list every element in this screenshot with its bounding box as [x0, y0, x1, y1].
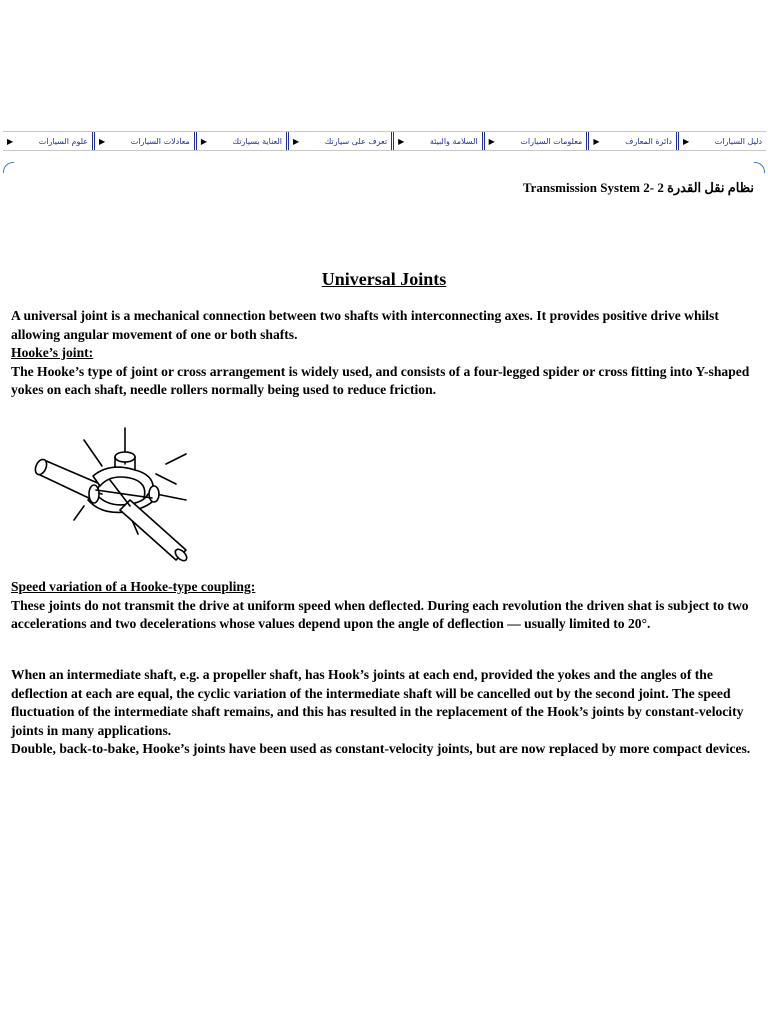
right-triangle-icon: ▶: [200, 136, 207, 146]
nav-item-car-care[interactable]: [194, 132, 286, 150]
nav-item-car-guide[interactable]: [676, 132, 766, 150]
nav-item-know-your-car[interactable]: [286, 132, 391, 150]
intermediate-shaft-text: When an intermediate shaft, e.g. a propeller shaft, has Hook’s joints at each end, provided the yokes and the angles of the deflection at each are equal, the cyclic variation of the intermediate shaft will be cancelled out by the second joint. The speed fluctuation of the intermediate shaft remains, and this has resulted in the replacement of the Hook’s joints by constant-velocity joints in many applications.: [11, 667, 744, 738]
section-header: Transmission System 2- 2 نظام نقل القدرة: [522, 180, 754, 195]
nav-label[interactable]: السلامة والبيئة: [429, 136, 478, 146]
speed-variation-heading: Speed variation of a Hooke-type coupling:: [11, 579, 256, 594]
frame-corner-right: [754, 162, 765, 173]
speed-variation-text: These joints do not transmit the drive at uniform speed when deflected. During each revolution the driven shat is subject to two accelerations and two decelerations whose values depend upon the angle of deflection — usually limited to 20°.: [11, 597, 749, 631]
intro-paragraph: [11, 307, 759, 400]
right-triangle-icon: ▶: [488, 136, 495, 146]
page-title: Universal Joints: [321, 269, 447, 289]
nav-label[interactable]: دليل السيارات: [714, 136, 762, 146]
top-navigation-bar: [3, 131, 766, 151]
nav-item-car-information[interactable]: [482, 132, 587, 150]
nav-item-car-equations[interactable]: [92, 132, 194, 150]
nav-item-encyclopedia[interactable]: [586, 132, 676, 150]
double-joint-text: Double, back-to-bake, Hooke’s joints have been used as constant-velocity joints, but are now replaced by more compact devices.: [11, 741, 751, 756]
frame-corner-left: [3, 162, 14, 173]
right-triangle-icon: ▶: [6, 136, 14, 146]
right-triangle-icon: ▶: [682, 136, 690, 146]
nav-label[interactable]: العناية بسيارتك: [232, 136, 283, 146]
nav-label[interactable]: دائرة المعارف: [625, 136, 672, 146]
hooke-joint-diagram: [26, 424, 196, 564]
intermediate-shaft-paragraph: [11, 666, 759, 759]
nav-label[interactable]: تعرف على سيارتك: [324, 136, 388, 146]
speed-variation-paragraph: [11, 578, 759, 634]
right-triangle-icon: ▶: [99, 136, 106, 146]
intro-text: A universal joint is a mechanical connection between two shafts with interconnecting axes. It provides positive drive whilst allowing angular movement of one or both shafts.: [11, 308, 719, 342]
right-triangle-icon: ▶: [293, 136, 300, 146]
nav-item-car-science[interactable]: [3, 132, 92, 150]
hooke-joint-text: The Hooke’s type of joint or cross arrangement is widely used, and consists of a four-legged spider or cross fitting into Y-shaped yokes on each shaft, needle rollers normally being used to reduce friction.: [11, 363, 750, 397]
nav-label[interactable]: معلومات السيارات: [520, 136, 583, 146]
nav-label[interactable]: علوم السيارات: [38, 136, 89, 146]
right-triangle-icon: ▶: [398, 136, 405, 146]
nav-item-safety-environment[interactable]: [391, 132, 481, 150]
nav-label[interactable]: معادلات السيارات: [130, 136, 190, 146]
right-triangle-icon: ▶: [593, 136, 600, 146]
hooke-joint-heading: Hooke’s joint:: [11, 345, 94, 360]
